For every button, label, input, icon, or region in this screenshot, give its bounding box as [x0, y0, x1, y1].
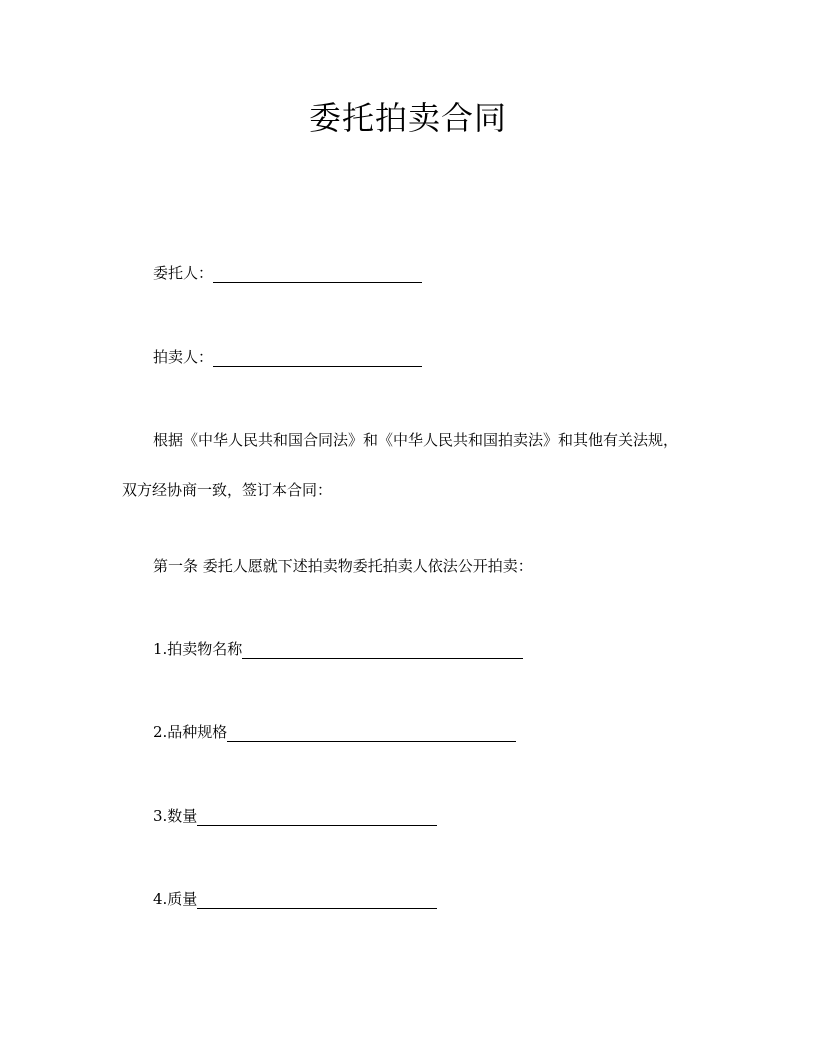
item-quantity-row	[153, 806, 437, 826]
item-name-label: 1.拍卖物名称	[153, 640, 243, 658]
item-spec-blank[interactable]	[227, 723, 516, 742]
principal-label: 委托人：	[153, 264, 214, 282]
article-1: 第一条 委托人愿就下述拍卖物委托拍卖人依法公开拍卖：	[153, 557, 533, 575]
item-quality-row	[153, 889, 437, 909]
item-quality-blank[interactable]	[197, 890, 437, 909]
preamble-line-1: 根据《中华人民共和国合同法》和《中华人民共和国拍卖法》和其他有关法规，	[153, 431, 679, 449]
document-title: 委托拍卖合同	[308, 99, 507, 137]
item-quality-label: 4.质量	[153, 890, 198, 908]
auctioneer-row	[153, 347, 422, 367]
principal-blank[interactable]	[213, 264, 422, 283]
item-spec-label: 2.品种规格	[153, 723, 228, 741]
auctioneer-blank[interactable]	[213, 348, 422, 367]
principal-row	[153, 263, 422, 283]
item-name-row	[153, 639, 523, 659]
item-quantity-label: 3.数量	[153, 807, 198, 825]
auctioneer-label: 拍卖人：	[153, 348, 214, 366]
item-quantity-blank[interactable]	[197, 807, 437, 826]
preamble-line-2: 双方经协商一致，签订本合同：	[122, 481, 333, 499]
item-spec-row	[153, 722, 516, 742]
item-name-blank[interactable]	[242, 640, 523, 659]
